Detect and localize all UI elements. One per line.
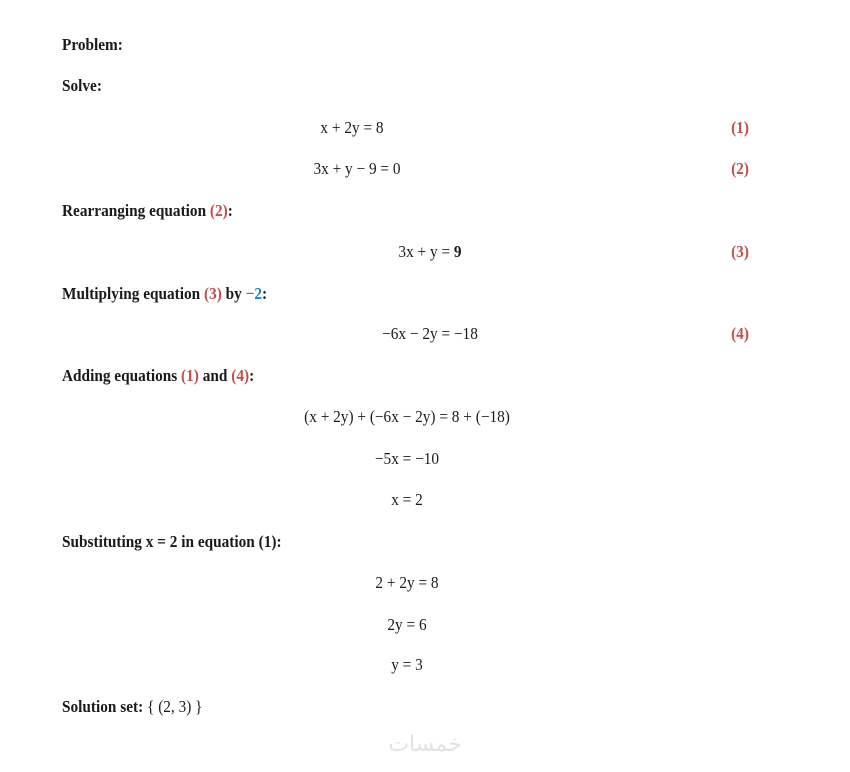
substitute-equation-1: 2 + 2y = 8 (375, 573, 439, 592)
add-equation-3: x = 2 (391, 490, 423, 509)
equation-number-1: (1) (731, 118, 749, 137)
equation-3-lhs: 3x + y = (398, 242, 454, 261)
equation-number-3: (3) (731, 242, 749, 261)
step-add-ref-1: (1) (181, 366, 199, 385)
watermark-logo: خمسات (388, 732, 462, 757)
solve-heading: Solve: (62, 76, 102, 95)
equation-number-4: (4) (731, 324, 749, 343)
add-equation-2: −5x = −10 (374, 449, 440, 468)
step-multiply-suffix: : (262, 284, 268, 303)
step-add-and: and (198, 366, 232, 385)
step-multiply-ref: (3) (203, 284, 222, 303)
problem-heading: Problem: (62, 35, 123, 54)
step-rearrange-suffix: : (227, 201, 233, 220)
solution-label: Solution set: (62, 697, 144, 716)
equation-2: 3x + y − 9 = 0 (313, 159, 401, 178)
step-add-heading (62, 365, 254, 387)
step-multiply-text: Multiplying equation (62, 284, 204, 303)
substitute-equation-3: y = 3 (391, 655, 423, 674)
step-rearrange-text: Rearranging equation (62, 201, 210, 220)
equation-number-2: (2) (731, 159, 749, 178)
equation-1: x + 2y = 8 (320, 118, 384, 137)
equation-3-rhs: 9 (453, 242, 462, 261)
step-multiply-factor: −2 (245, 284, 263, 303)
step-multiply-by: by (221, 284, 246, 303)
step-add-text: Adding equations (62, 366, 182, 385)
step-multiply-heading (62, 283, 267, 305)
solution-line (62, 696, 203, 718)
step-add-ref-2: (4) (231, 366, 250, 385)
step-add-suffix: : (249, 366, 255, 385)
substitute-equation-2: 2y = 6 (387, 615, 427, 634)
equation-3 (250, 241, 610, 263)
step-rearrange-ref: (2) (209, 201, 228, 220)
add-equation-1: (x + 2y) + (−6x − 2y) = 8 + (−18) (304, 407, 510, 426)
equation-4: −6x − 2y = −18 (382, 324, 478, 343)
step-substitute-heading: Substituting x = 2 in equation (1): (62, 532, 282, 551)
solution-value: { (2, 3) } (143, 697, 203, 716)
step-rearrange-heading (62, 200, 233, 222)
